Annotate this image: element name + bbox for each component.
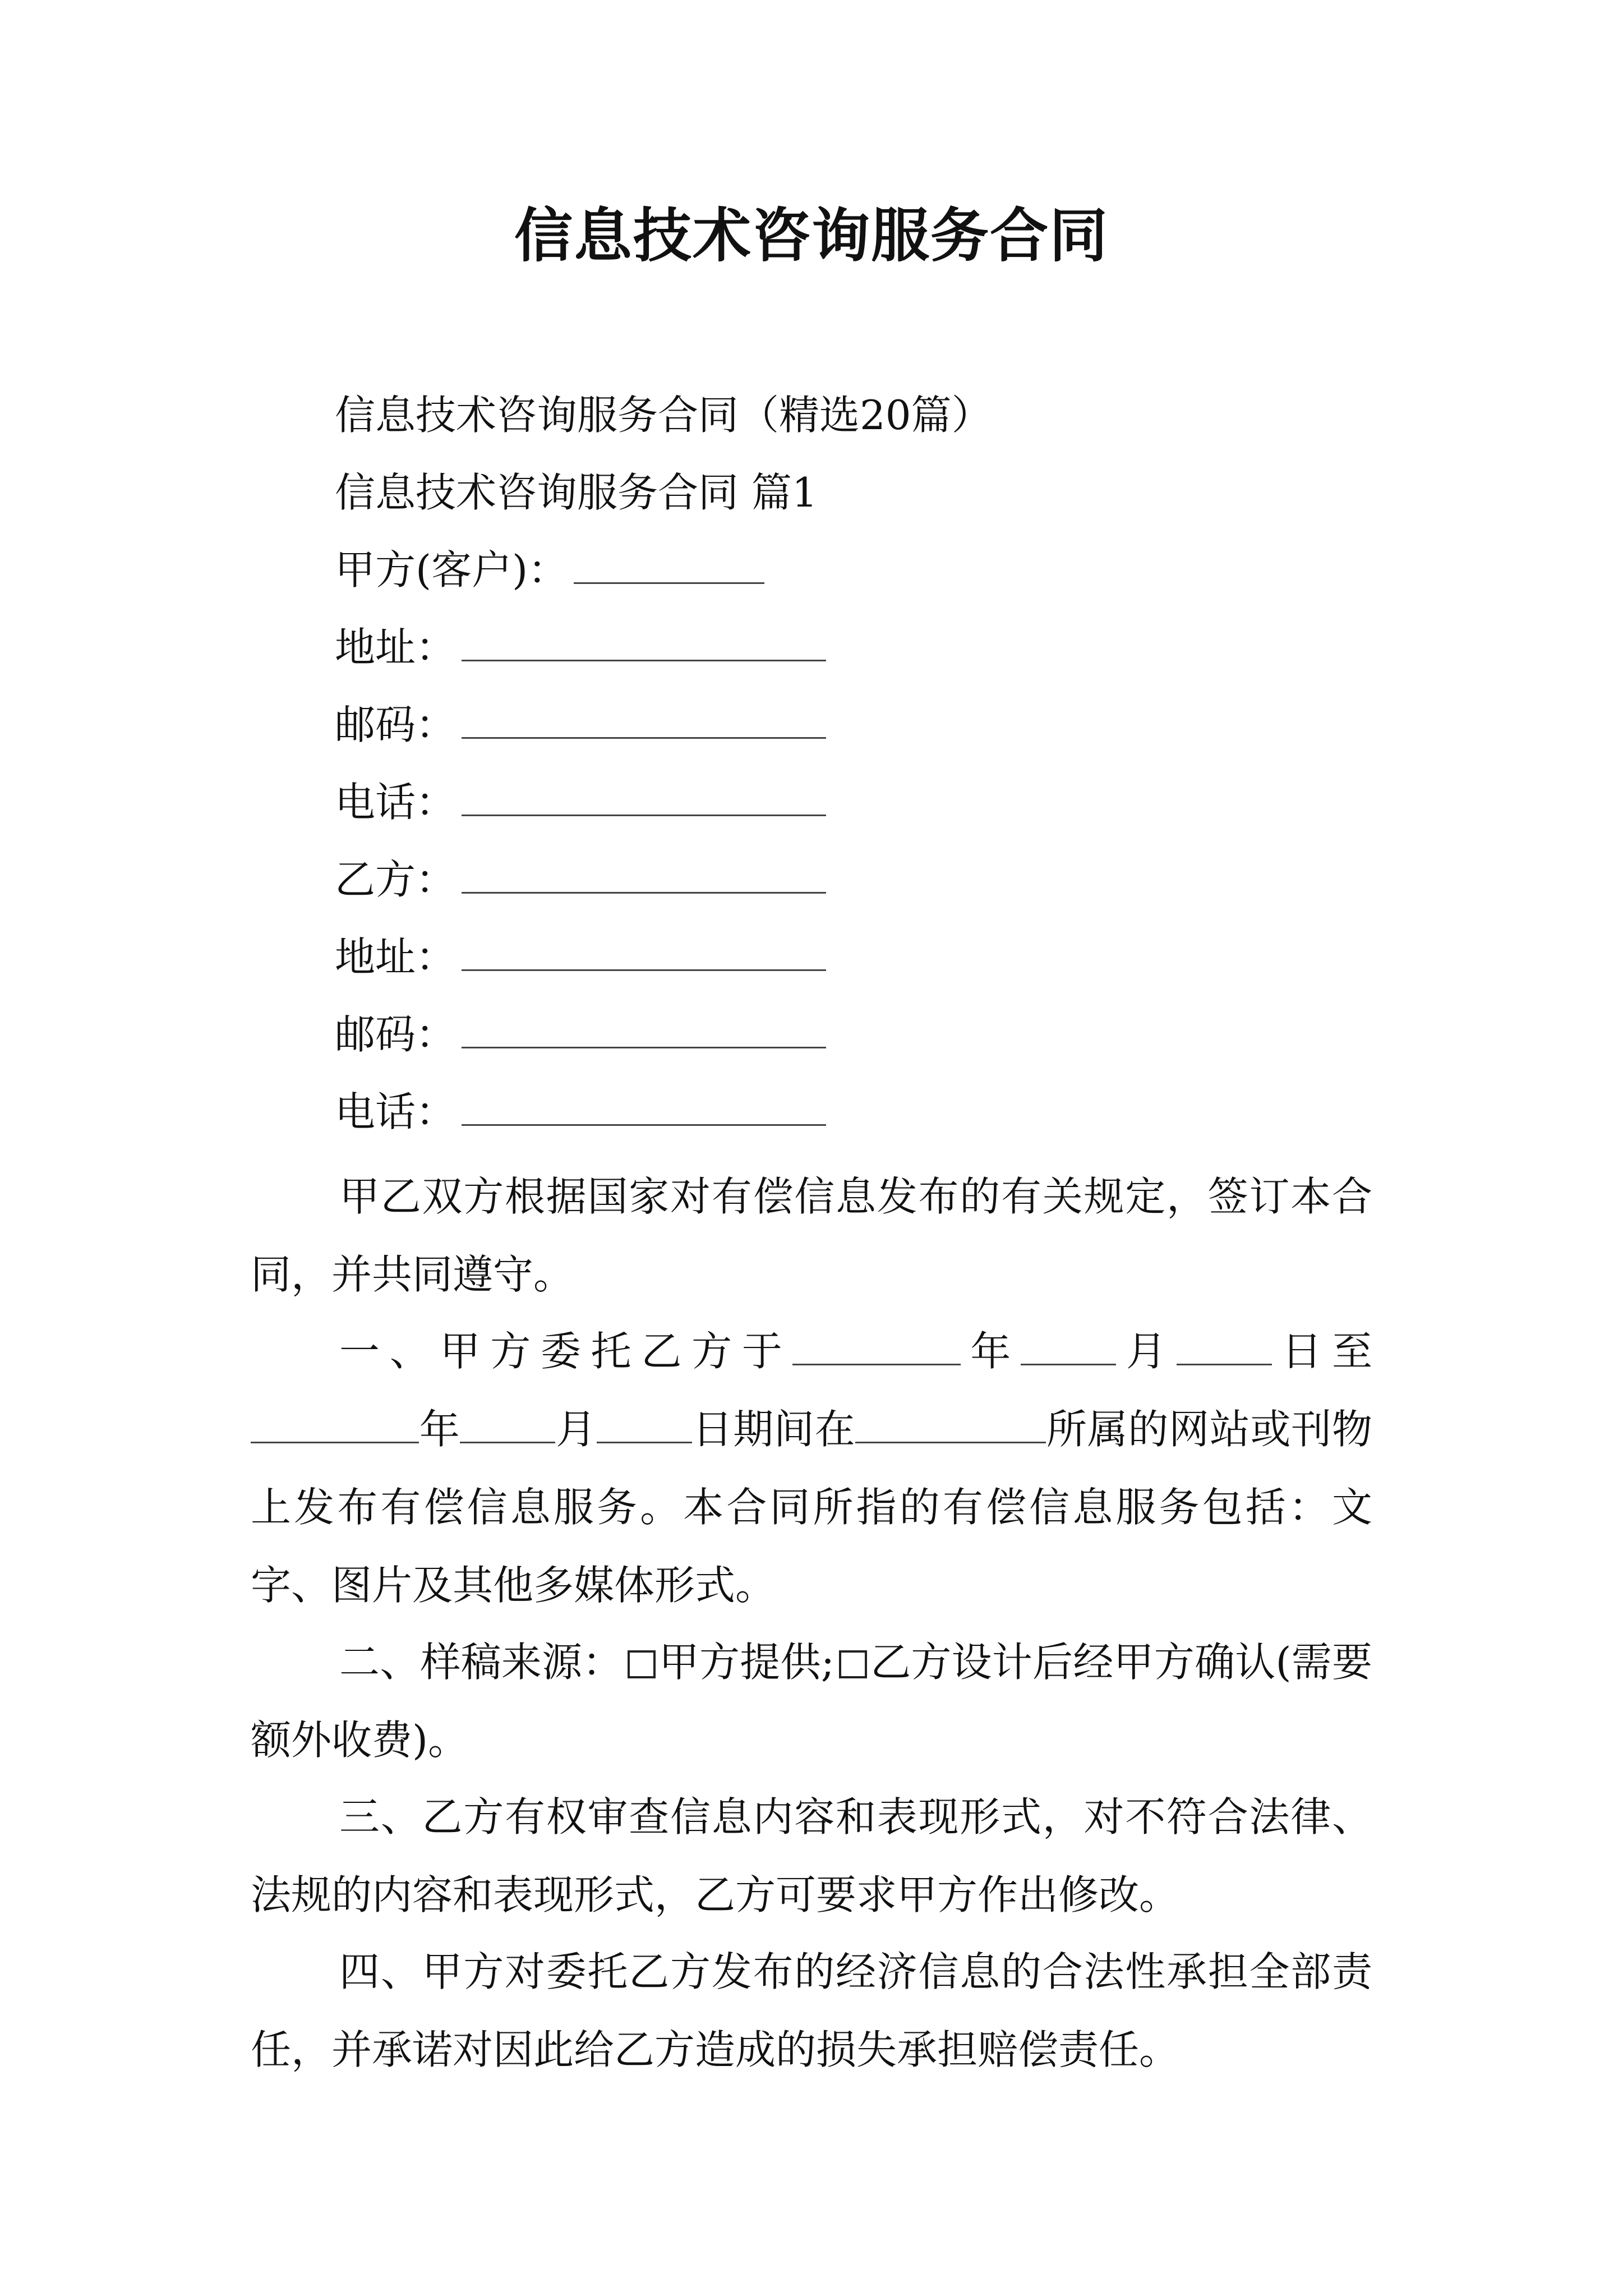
fill-in-blank[interactable] <box>574 543 764 584</box>
party-b-phone-field <box>335 1084 826 1140</box>
clause-1-year: 年 <box>960 1328 1021 1375</box>
field-label: 甲方(客户)： <box>335 546 569 593</box>
field-label: 邮码： <box>335 1011 457 1058</box>
section-heading: 信息技术咨询服务合同 篇1 <box>335 469 818 516</box>
party-a-postcode-field <box>335 697 826 753</box>
checkbox-party-a-provides[interactable] <box>628 1650 656 1678</box>
fill-in-blank[interactable] <box>462 1007 826 1048</box>
party-b-field <box>335 852 826 908</box>
fill-in-blank[interactable] <box>1021 1324 1116 1365</box>
fill-in-blank[interactable] <box>462 930 826 971</box>
clause-3-paragraph: 三、乙方有权审查信息内容和表现形式，对不符合法律、法规的内容和表现形式，乙方可要求甲方作出修改。 <box>251 1793 1372 1918</box>
fill-in-blank[interactable] <box>855 1402 1046 1443</box>
clause-1-year-2: 年 <box>419 1406 460 1453</box>
fill-in-blank[interactable] <box>462 698 826 739</box>
fill-in-blank[interactable] <box>792 1324 961 1365</box>
intro-paragraph: 甲乙双方根据国家对有偿信息发布的有关规定，签订本合同，并共同遵守。 <box>251 1173 1372 1298</box>
clause-1-day-to: 日至 <box>1271 1328 1372 1375</box>
field-label: 地址： <box>335 624 457 671</box>
field-label: 电话： <box>335 1088 457 1135</box>
field-label: 电话： <box>335 779 457 826</box>
document-subtitle: 信息技术咨询服务合同（精选20篇） <box>335 392 992 439</box>
fill-in-blank[interactable] <box>251 1402 419 1443</box>
clause-2-option-2: 乙方设计后经甲方确认(需要额外收费)。 <box>251 1639 1372 1764</box>
clause-2-prefix: 二、样稿来源： <box>339 1639 623 1686</box>
document-title: 信息技术咨询服务合同 <box>514 201 1109 270</box>
clause-1-month-2: 月 <box>555 1406 597 1453</box>
clause-1-tail: 所属的网站或刊 <box>1046 1406 1332 1453</box>
field-label: 地址： <box>335 933 457 981</box>
checkbox-party-b-designs[interactable] <box>839 1650 867 1678</box>
fill-in-blank[interactable] <box>1177 1324 1272 1365</box>
field-label: 乙方： <box>335 856 457 903</box>
clause-1-rest: 物上发布有偿信息服务。本合同所指的有偿信息服务包括：文字、图片及其他多媒体形式。 <box>251 1406 1372 1609</box>
party-a-address-field <box>335 619 826 675</box>
clause-2-option-1: 甲方提供; <box>658 1639 834 1686</box>
clause-1-period: 日期间在 <box>691 1406 856 1453</box>
clause-2-paragraph <box>251 1623 1372 1779</box>
field-label: 邮码： <box>335 701 457 748</box>
clause-1-paragraph <box>251 1313 1372 1625</box>
clause-4-paragraph: 四、甲方对委托乙方发布的经济信息的合法性承担全部责任，并承诺对因此给乙方造成的损失承担赔偿责任。 <box>251 1948 1372 2073</box>
party-a-phone-field <box>335 774 826 830</box>
fill-in-blank[interactable] <box>460 1402 555 1443</box>
fill-in-blank[interactable] <box>462 620 826 661</box>
fill-in-blank[interactable] <box>462 853 826 894</box>
party-b-address-field <box>335 929 826 985</box>
clause-1-month: 月 <box>1116 1328 1177 1375</box>
party-a-client-field <box>335 542 764 598</box>
fill-in-blank[interactable] <box>462 775 826 816</box>
fill-in-blank[interactable] <box>462 1085 826 1126</box>
fill-in-blank[interactable] <box>597 1402 692 1443</box>
clause-1-text: 一、甲方委托乙方于 <box>339 1328 792 1375</box>
party-b-postcode-field <box>335 1006 826 1062</box>
